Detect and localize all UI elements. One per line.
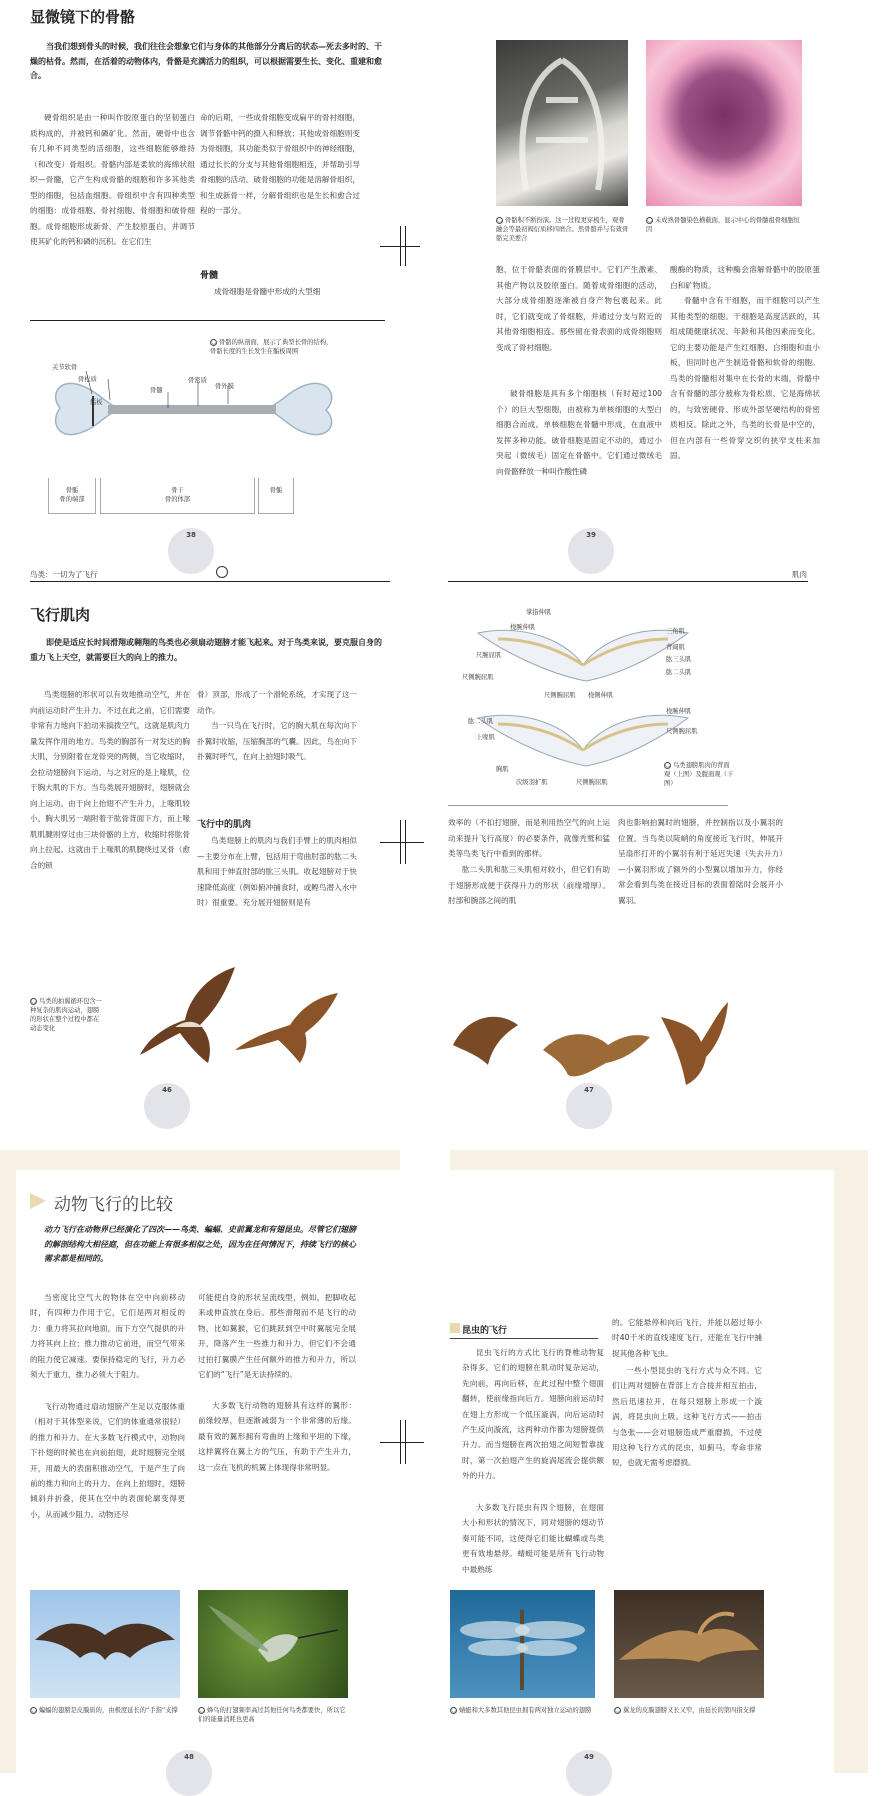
caption-marker-icon: ◯ <box>451 1706 457 1713</box>
pterosaur-icon <box>614 1590 764 1698</box>
body-column-2: 肉也影响拍翼时的翅膀，并控制指以及小翼羽的位置。当鸟类以陡峭的角度接近飞行时，伸展开呈扇形打开的小翼羽有利于延迟失速（失去升力）—小翼羽形成了额外的小型翼以增加升力，你经常会看到鸟类在接近目标的表面着陆时会展开小翼羽。 <box>618 818 783 905</box>
page-49 <box>450 1150 868 1773</box>
label-12: 上喙肌 <box>476 734 495 741</box>
hawk-photo-3 <box>448 1005 528 1075</box>
photo-caption-2: ◯ 未成熟骨髓染色横截面，显示中心的骨髓祖骨细胞恒因 <box>646 216 800 233</box>
photo-caption-1: ◯ 骨骼积不断扮演。这一过程更穿梳生，观骨融会等最初阀衍质移四磨合。然骨骼并与有效骨骼完美愈合 <box>496 216 629 242</box>
page-title: 飞行肌肉 <box>30 606 91 624</box>
box-title-rule <box>450 1338 598 1339</box>
divider <box>30 320 385 321</box>
body-column-2: 可能使自身的形状呈流线型，例如，把脚收起来或伸直放在身后。那些滑翔而不是飞行的动物，比如翼猴，它们跳跃到空中时翼展完全展开，降落产生一些推力和升力，但它们不会通过拍打翼膜产生任何额外的推力和升力，所以它们的“飞行”是无法持续的。 <box>198 1293 356 1380</box>
page-title: 显微镜下的骨骼 <box>30 8 136 26</box>
label-3: 尺腕屈肌 <box>476 652 502 659</box>
crop-mark <box>380 842 424 843</box>
body-column-2c: 鸟类翅膀上的肌肉与我们手臂上的肌肉相似—主要分布在上臂，包括用于弯曲肘部的肱二头肌和用于伸直肘部的肱三头肌。收起翅膀对于快速降低高度（例如俯冲捕食时，或鲣鸟潜入水中时）很重要。充分展开翅膀则是有 <box>197 836 357 907</box>
running-head-icon <box>216 566 228 578</box>
body-column-1: 鸟类翅膀的形状可以有效地推动空气，并在向前运动时产生升力。不过在此之前，它们需要非常有力地向下拍动来搞拨空气，这就是肌肉力量发挥作用的地方。鸟类的胸部有一对发达的胸大肌，分别附着在龙骨突的两侧，当它收缩时，会拉动翅膀向下运动。与之对应的是上喙肌，位于胸大肌的下方。当鸟类展开翅膀时，翅膀就会向上运动。由于向上抬翅不产生升力，上喙肌较小。胸大肌另一端附着于肱骨背面下方，而上喙肌肌腱则穿过由三块骨骼的上方，收缩时将肱骨向上拉起。这就由于上喙肌的肌腱绕过叉骨（愈合的锁 <box>30 690 190 870</box>
body-column-1b: 肱二头肌和肱三头肌相对较小，但它们有助于翅膀形成便于获得升力的形状（前缘增厚）。肘部和腕部之间的肌 <box>448 865 610 905</box>
crop-mark <box>380 1442 424 1443</box>
crop-mark <box>405 226 406 266</box>
body-column-1: 硬骨组织是由一种叫作胶原蛋白的坚韧蛋白质构成的，并被钙和磷矿化。然而，硬骨中也含有几种不同类型的活细胞，这些细胞能够维持（和改变）骨组织。骨骼内部是柔软的海绵状组织—骨髓，它产生构成骨骼的细胞和许多其他类型的细胞，包括血细胞。骨组织中含有四种类型的细胞：成骨细胞、骨衬细胞、骨细胞和破骨细胞。成骨细胞形成新骨，产生胶原蛋白，并调节使其矿化的钙和磷的沉积。在它们生 <box>30 113 195 246</box>
label-2: 桡腕伸肌 <box>510 624 536 631</box>
legend-epiphysis-2: 骨骺 <box>258 478 294 514</box>
crop-mark <box>405 1420 406 1464</box>
page-number: 49 <box>566 1750 612 1796</box>
hawk-photo-5 <box>656 997 731 1087</box>
photo-caption-2: ◯ 蜂鸟的打翅频率高过其他任何鸟类都要快，所以它们的能量消耗也更高 <box>198 1706 346 1723</box>
hummingbird-icon <box>198 1590 348 1698</box>
box-title: 昆虫的飞行 <box>462 1326 508 1336</box>
body-column-2b: 当一只鸟在飞行时，它的胸大肌在每次向下扑翼时收缩，压缩胸部的气囊。因此，鸟在向下扑翼时呼气，在向上拍翅时吸气。 <box>197 721 357 761</box>
hummingbird-photo <box>198 1590 348 1698</box>
label-8: 尺侧腕屈肌 <box>462 674 494 681</box>
page-title: 动物飞行的比较 <box>54 1195 173 1215</box>
page-39 <box>448 0 868 539</box>
photo-caption-2: ◯ 翼龙的皮膜翅膀又长又窄，由延长的第四指支撑 <box>615 1706 756 1714</box>
running-head: 肌肉 <box>792 570 807 579</box>
running-head: 鸟类：一切为了飞行 <box>30 570 98 579</box>
page-38 <box>0 0 420 539</box>
body-column-1b: 破骨细胞是具有多个细胞核（有时超过100个）的巨大型细胞，由被称为单核细胞的大型白细胞合而成。单核细胞在骨髓中形成，在血液中发挥多种功能。破骨细胞是固定不动的，通过小突起（微绒毛）固定在骨骼中。它们通过微绒毛向骨骼释放一种叫作酸性磷 <box>496 389 662 476</box>
page-46 <box>0 565 420 1110</box>
label-epiphyseal-plate: 骺板 <box>90 399 103 406</box>
dragonfly-icon <box>450 1590 595 1698</box>
caption-marker-icon: ◯ <box>647 216 653 223</box>
subheading: 飞行中的肌肉 <box>197 820 252 830</box>
caption-marker-icon: ◯ <box>665 761 671 768</box>
body-column-2b: 成骨细胞是骨髓中形成的大型细 <box>214 287 321 296</box>
label-1: 掌指伸肌 <box>526 609 552 616</box>
page-number: 38 <box>168 528 214 574</box>
diagram-caption: ◯ 鸟类翅膀肌肉的背面观（上图）及腹面观（下图） <box>664 761 734 787</box>
page-number: 48 <box>166 1750 212 1796</box>
label-15: 胸肌 <box>496 766 509 773</box>
label-11: 肱二头肌 <box>468 718 494 725</box>
body-column-2b: 大多数飞行动物的翅膀具有这样的翼形：前缘较厚，但逐渐减弱为一个非常薄的后缘。最有效的翼形拥有弯曲的上缘和平坦的下缘，这样翼将在翼上方的气压，有助于产生升力，这一点在飞机的机翼上体现得非常明显。 <box>198 1401 356 1472</box>
label-16: 尺侧腕屈肌 <box>576 779 608 786</box>
bird-xray-photo <box>496 40 628 206</box>
photo-caption: ◯ 鸟类的拍翼循环包含一种复杂的肌肉运动，翅膀的形状在整个过程中都在动态变化 <box>30 997 102 1032</box>
crop-mark <box>380 246 420 247</box>
diagram-caption: ◯ 骨骼的纵剖面，展示了典型长骨的结构，骨骼长度的生长发生在骺板周围 <box>210 338 333 355</box>
label-6: 肱三头肌 <box>666 656 692 663</box>
body-column-2: 的。它能悬停和向后飞行，并能以超过每小时40千米的直线速度飞行，还能在飞行中捕捉其他各种飞虫。 <box>612 1318 762 1358</box>
label-compact-bone: 骨密质 <box>188 377 207 384</box>
dragonfly-photo <box>450 1590 595 1698</box>
body-column-2: 命的后期，一些成骨细胞变成扁平的骨衬细胞，调节骨骼中钙的摄入和释放；其他成骨细胞则变为骨细胞，其功能类似于骨组织中的神经细胞，通过长长的分支与其他骨细胞相连，并帮助引导骨细胞的活动。破骨细胞的功能是溶解骨组织，和生成新骨一样，分解骨组织也是生长和愈合过程的一部分。 <box>200 113 360 215</box>
body-column-1: 胞，位于骨骼表面的骨膜层中。它们产生激素、其他产物以及胶原蛋白。随着成骨细胞的活动，大部分成骨细胞逐渐被自身产物包裹起来。此时，它们就变成了骨细胞，并通过分支与附近的其他骨细胞相连。那些留在骨表面的成骨细胞则变成了骨衬细胞。 <box>496 265 662 352</box>
label-10: 桡侧伸肌 <box>588 692 614 699</box>
photo-caption-1: ◯ 蜻蜓和大多数其他昆虫拥有两对独立运动的翅膀 <box>451 1706 592 1714</box>
page-number: 39 <box>568 528 614 574</box>
bone-marrow-micrograph <box>646 40 802 206</box>
body-column-1b: 大多数飞行昆虫有四个翅膀，在翅面大小和形状的情况下，同对翅膀的翅动节奏可能不同，这使得它们能比蝴蝶或鸟类更有效地悬停。蜻蜓可能是所有飞行动物中最熟练 <box>462 1503 604 1574</box>
label-9: 尺侧腕屈肌 <box>544 692 576 699</box>
legend-shaft: 骨干 骨的体部 <box>100 478 255 514</box>
label-7: 肱二头肌 <box>666 669 692 676</box>
page-number: 46 <box>144 1083 190 1129</box>
body-column-1: 昆虫飞行的方式比飞行的脊椎动物复杂得多。它们的翅膀在肌动时复杂运动，先向前，再向后移，在此过程中整个翅面翻转，使前缘指向后方。翅膀向前运动时在翅上方形成一个低压漩涡，向后运动时产生反向漩流，这两种动作都为翅膀提供升力。而当翅膀在两次拍翅之间短暂靠拢时，第一次拍翅产生的旋涡尾流会提供额外的升力。 <box>462 1348 604 1481</box>
body-column-1: 当密度比空气大的物体在空中向前移动时，有四种力作用于它，它们是两对相反的力：重力将其拉向地面，而下方空气提供的升力将其向上拉；推力推动它前进，而空气带来的阻力使它减速。要保持稳定的飞行，升力必须大于重力，推力必须大于阻力。 <box>30 1293 185 1380</box>
caption-marker-icon: ◯ <box>211 338 217 345</box>
caption-marker-icon: ◯ <box>497 216 503 223</box>
subheading: 骨髓 <box>200 271 219 281</box>
hawk-photo-4 <box>538 1005 653 1085</box>
running-head-rule <box>448 581 808 582</box>
legend-epiphysis-1: 骨骺 骨的端部 <box>48 478 96 514</box>
label-marrow: 骨髓 <box>150 387 163 394</box>
lead-paragraph: 当我们想到骨头的时候，我们往往会想象它们与身体的其他部分分离后的状态—死去多时的、干燥的枯骨。然而，在活着的动物体内，骨骼是充满活力的组织，可以根据需要生长、变化、重建和愈合。 <box>30 42 382 80</box>
body-column-2b: 一些小型昆虫的飞行方式与众不同。它们让两对翅膀在背部上方合拢并相互拍击，然后迅速拉开，在每只翅膀上形成一个漩涡，将昆虫向上吸。这种飞行方式——拍击与急张——会对翅膀造成严重磨损，不过使用这种飞行方式的昆虫，如蓟马，寿命非常短，也就无需考虑磨损。 <box>612 1366 762 1468</box>
running-head-rule <box>30 581 390 582</box>
bat-photo <box>30 1590 180 1698</box>
body-column-2b: 骨髓中含有干细胞，而干细胞可以产生其他类型的细胞。干细胞是高度活跃的，其组成随健康状况、年龄和其他因素而变化。它的主要功能是产生红细胞、白细胞和血小板，但同时也产生制造骨骼和软骨的细胞。鸟类的骨髓相对集中在长骨的末端，骨骼中含有骨髓的部分被称为骨松质，它是海绵状的，与致密硬骨、形成外部坚硬结构的骨密质相反。除此之外，鸟类的长骨是中空的，但在内部有一些骨穿交织的狭窄支柱来加固。 <box>670 296 820 460</box>
label-periosteum: 骨外膜 <box>215 383 234 390</box>
label-cartilage: 关节软骨 <box>52 364 78 371</box>
hawk-photo-1 <box>130 965 240 1065</box>
caption-marker-icon: ◯ <box>199 1706 205 1713</box>
label-13: 桡腕伸肌 <box>666 708 692 715</box>
page-47 <box>448 565 868 1110</box>
page-48 <box>0 1150 400 1773</box>
lead-paragraph: 动力飞行在动物界已经演化了四次——鸟类、蝙蝠、史前翼龙和有翅昆虫。尽管它们翅膀的解剖结构大相径庭，但在功能上有很多相似之处，因为在任何情况下，持续飞行的核心需求都是相同的。 <box>44 1224 356 1263</box>
label-5: 背阔肌 <box>666 644 685 651</box>
body-column-1: 效率的（不扣打翅膀，而是利用热空气的向上运动来提升飞行高度）的必要条件，就像秃鹫和猛类等鸟类飞行中看到的那样。 <box>448 818 610 858</box>
bat-icon <box>30 1590 180 1698</box>
label-4: 三角肌 <box>666 628 685 635</box>
body-column-2: 酸酶的物质，这种酶会溶解骨骼中的胶原蛋白和矿物质。 <box>670 265 820 290</box>
caption-marker-icon: ◯ <box>31 997 37 1004</box>
page-number: 47 <box>566 1083 612 1129</box>
body-column-1b: 飞行动物通过扇动翅膀产生足以克服体重（相对于其体型来说，它们的体重通常很轻）的推力和升力。在大多数飞行模式中，动物向下扑翅的时候也在向前拍翅，此时翅膀完全展开，用最大的表面积推动空气，于是产生了向前的推力和向上的升力。在向上拍翅时，翅膀倾斜并折叠，使其在空中的表面轮廓变得更小，从而减少阻力。动物还尽 <box>30 1402 185 1519</box>
label-spongy-bone: 骨松质 <box>78 376 97 383</box>
body-column-2: 骨）顶部，形成了一个滑轮系统，才实现了这一动作。 <box>197 690 357 715</box>
hawk-photo-2 <box>230 985 340 1065</box>
xray-skeleton-icon <box>496 40 628 206</box>
pterosaur-photo <box>614 1590 764 1698</box>
box-title-marker-icon <box>450 1323 460 1333</box>
label-14: 尺侧腕屈肌 <box>666 728 698 735</box>
caption-marker-icon: ◯ <box>31 1706 37 1713</box>
crop-mark <box>405 820 406 864</box>
caption-marker-icon: ◯ <box>615 1706 621 1713</box>
lead-paragraph: 即使是适应长时间滑翔或翱翔的鸟类也必须扇动翅膀才能飞起来。对于鸟类来说，要克服自身的重力飞上天空，就需要巨大的向上的推力。 <box>30 638 382 662</box>
label-17: 次级羽扩肌 <box>516 779 548 786</box>
divider <box>448 805 728 806</box>
photo-caption-1: ◯ 蝙蝠的翅膀是皮膜质的，由极度延长的“手指”支撑 <box>31 1706 178 1714</box>
